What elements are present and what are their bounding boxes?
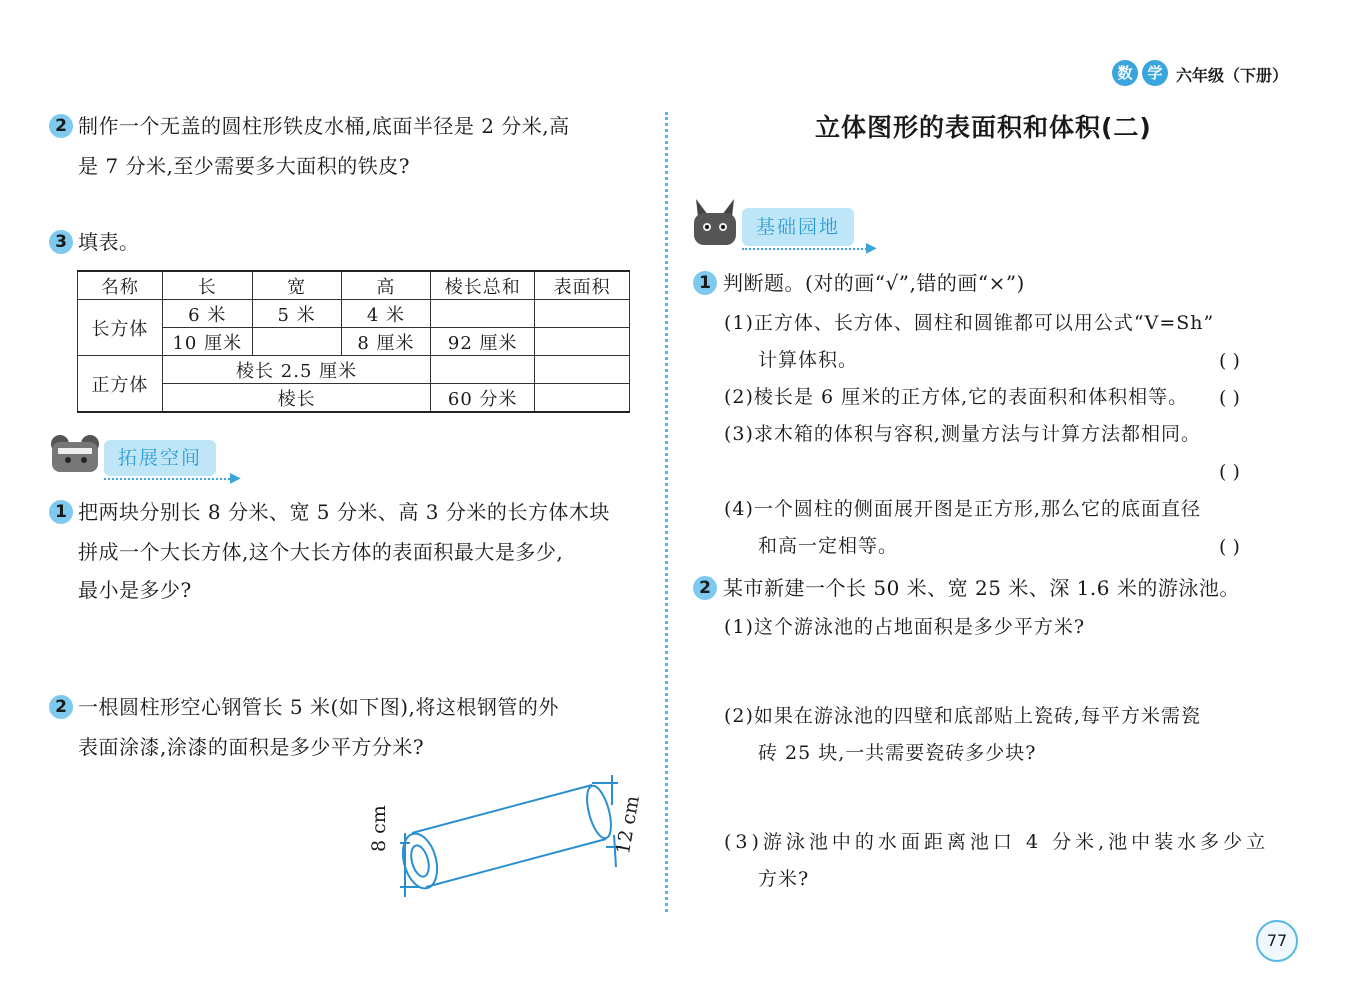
question-number: 2 — [49, 695, 73, 719]
grade-label: 六年级（下册） — [1176, 66, 1289, 85]
question-text: 制作一个无盖的圆柱形铁皮水桶,底面半径是 2 分米,高 — [78, 114, 570, 138]
pipe-figure — [360, 775, 650, 915]
sub-question: 砖 25 块,一共需要瓷砖多少块? — [758, 742, 1037, 764]
row-label: 长方体 — [78, 300, 163, 356]
answer-blank[interactable]: ( ) — [1219, 350, 1240, 372]
mascot-icon — [46, 432, 104, 478]
question-text: 一根圆柱形空心钢管长 5 米(如下图),将这根钢管的外 — [78, 695, 559, 719]
question-text: 判断题。(对的画“√”,错的画“×”) — [723, 271, 1025, 295]
question-text: 把两块分别长 8 分米、宽 5 分米、高 3 分米的长方体木块 — [78, 500, 610, 524]
outer-diameter-label: 12 cm — [612, 794, 644, 856]
fill-table — [77, 270, 630, 413]
table-cell[interactable] — [431, 356, 535, 384]
column-divider — [665, 112, 668, 912]
question-text: 表面涂漆,涂漆的面积是多少平方分米? — [78, 735, 425, 759]
section-title: 基础园地 — [742, 208, 854, 246]
subject-badge-1: 数 — [1112, 60, 1138, 86]
question-number: 1 — [693, 271, 717, 295]
arrow-icon: ▶ — [230, 470, 241, 486]
table-cell: 60 分米 — [431, 384, 535, 413]
sub-question: (1)这个游泳池的占地面积是多少平方米? — [724, 616, 1086, 638]
answer-blank[interactable]: ( ) — [1219, 536, 1240, 558]
inner-diameter-label: 8 cm — [368, 805, 390, 852]
table-cell: 8 厘米 — [341, 328, 431, 356]
row-label: 正方体 — [78, 356, 163, 413]
question-text: 是 7 分米,至少需要多大面积的铁皮? — [78, 154, 411, 178]
page-number: 77 — [1256, 920, 1298, 962]
table-header: 高 — [341, 271, 431, 300]
judge-item: (3)求木箱的体积与容积,测量方法与计算方法都相同。 — [724, 423, 1201, 445]
page-title: 立体图形的表面积和体积(二) — [815, 113, 1152, 142]
table-cell: 6 米 — [162, 300, 252, 328]
sub-question: (3)游泳池中的水面距离池口 4 分米,池中装水多少立 — [724, 831, 1270, 853]
table-cell[interactable] — [431, 300, 535, 328]
table-cell: 棱长 2.5 厘米 — [162, 356, 431, 384]
table-cell: 棱长 — [162, 384, 431, 413]
section-underline — [742, 248, 870, 250]
question-number: 2 — [49, 114, 73, 138]
question-text: 填表。 — [78, 230, 140, 254]
table-cell: 10 厘米 — [162, 328, 252, 356]
table-header: 名称 — [78, 271, 163, 300]
question-number: 1 — [49, 500, 73, 524]
table-cell: 5 米 — [252, 300, 341, 328]
table-header: 宽 — [252, 271, 341, 300]
judge-item: 和高一定相等。 — [758, 535, 899, 557]
question-text: 拼成一个大长方体,这个大长方体的表面积最大是多少, — [78, 540, 564, 564]
table-cell[interactable] — [535, 300, 630, 328]
section-title: 拓展空间 — [104, 440, 216, 476]
sub-question: 方米? — [758, 868, 810, 890]
section-underline — [104, 478, 234, 480]
table-cell[interactable] — [535, 356, 630, 384]
judge-item: (1)正方体、长方体、圆柱和圆锥都可以用公式“V=Sh” — [724, 312, 1215, 334]
judge-item: (4)一个圆柱的侧面展开图是正方形,那么它的底面直径 — [724, 498, 1201, 520]
judge-item: 计算体积。 — [758, 349, 859, 371]
question-text: 最小是多少? — [78, 578, 192, 602]
question-text: 某市新建一个长 50 米、宽 25 米、深 1.6 米的游泳池。 — [723, 576, 1240, 600]
answer-blank[interactable]: ( ) — [1219, 461, 1240, 483]
table-cell[interactable] — [535, 328, 630, 356]
table-header: 表面积 — [535, 271, 630, 300]
sub-question: (2)如果在游泳池的四壁和底部贴上瓷砖,每平方米需瓷 — [724, 705, 1201, 727]
table-cell: 4 米 — [341, 300, 431, 328]
mascot-icon — [690, 195, 740, 250]
table-cell[interactable] — [252, 328, 341, 356]
table-header: 长 — [162, 271, 252, 300]
arrow-icon: ▶ — [866, 240, 877, 256]
table-cell[interactable] — [535, 384, 630, 413]
subject-badge-2: 学 — [1142, 60, 1168, 86]
question-number: 3 — [49, 230, 73, 254]
table-cell: 92 厘米 — [431, 328, 535, 356]
table-header: 棱长总和 — [431, 271, 535, 300]
answer-blank[interactable]: ( ) — [1219, 387, 1240, 409]
judge-item: (2)棱长是 6 厘米的正方体,它的表面积和体积相等。 — [724, 386, 1189, 408]
question-number: 2 — [693, 576, 717, 600]
